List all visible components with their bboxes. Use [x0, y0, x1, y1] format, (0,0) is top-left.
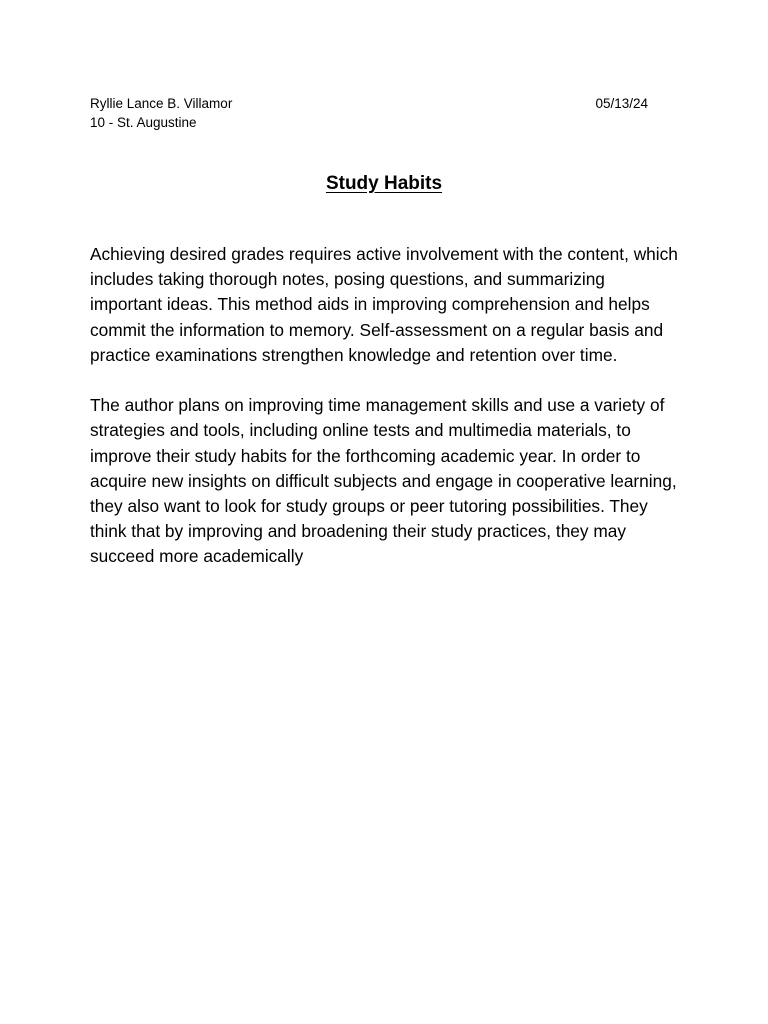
paragraph-2: The author plans on improving time management skills and use a variety of strategies and tools, including online tests and multimedia materials, to improve their study habits for the forthcoming academic year. In order to acquire new insights on difficult subjects and engage in cooperative learning, they also want to look for study groups or peer tutoring possibilities. They think that by improving and broadening their study practices, they may succeed more academically: [90, 395, 677, 567]
author-name: Ryllie Lance B. Villamor: [90, 96, 233, 111]
document-body: [90, 242, 680, 595]
header-second-line: [90, 113, 650, 132]
header-first-line: [90, 94, 650, 113]
class-section: 10 - St. Augustine: [90, 115, 197, 130]
paragraph-1: Achieving desired grades requires active involvement with the content, which includes taking thorough notes, posing questions, and summarizing important ideas. This method aids in improving comprehension and helps commit the information to memory. Self-assessment on a regular basis and practice examinations strengthen knowledge and retention over time.: [90, 244, 678, 365]
document-date: 05/13/24: [595, 96, 648, 111]
document-title: Study Habits: [325, 173, 443, 194]
document-header: [90, 94, 650, 132]
